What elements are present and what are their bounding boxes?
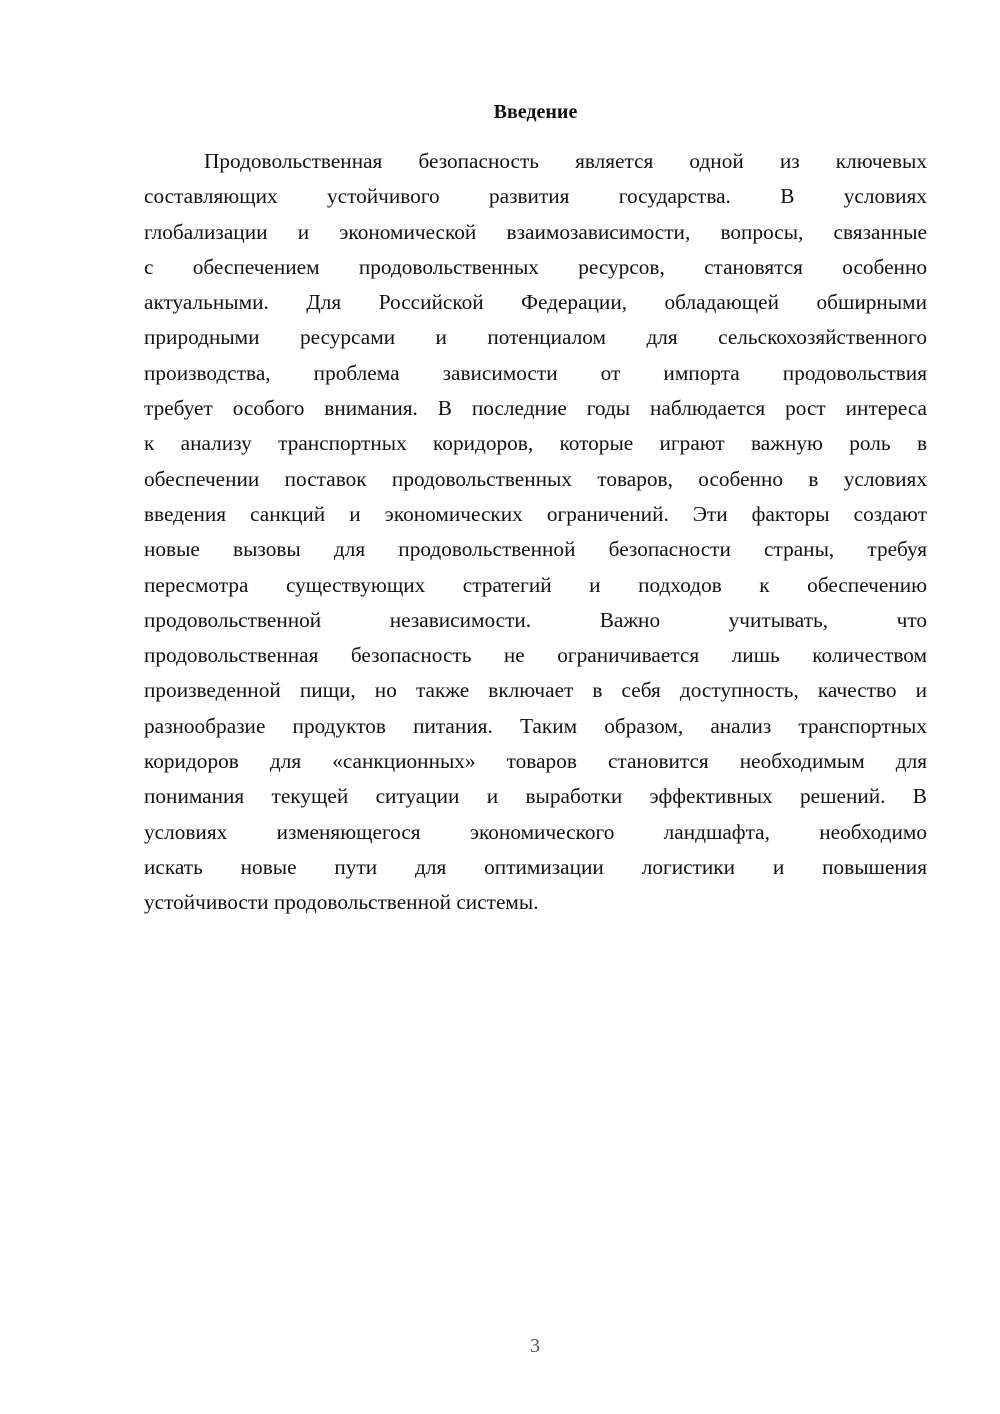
text-line: обеспечении поставок продовольственных товаров, особенно в условиях bbox=[144, 466, 927, 491]
text-line: понимания текущей ситуации и выработки эффективных решений. В bbox=[144, 784, 927, 809]
text-line: коридоров для «санкционных» товаров становится необходимым для bbox=[144, 749, 927, 774]
body-paragraph bbox=[144, 144, 927, 921]
text-line: пересмотра существующих стратегий и подходов к обеспечению bbox=[144, 572, 927, 597]
text-line: актуальными. Для Российской Федерации, обладающей обширными bbox=[144, 290, 927, 315]
page-title: Введение bbox=[493, 101, 578, 123]
text-line: новые вызовы для продовольственной безопасности страны, требуя bbox=[144, 537, 927, 562]
text-line: Продовольственная безопасность является одной из ключевых bbox=[204, 149, 927, 173]
text-line: с обеспечением продовольственных ресурсов, становятся особенно bbox=[144, 254, 927, 279]
text-line: к анализу транспортных коридоров, которые играют важную роль в bbox=[144, 431, 927, 456]
text-line: устойчивости продовольственной системы. bbox=[144, 890, 539, 915]
text-line: требует особого внимания. В последние годы наблюдается рост интереса bbox=[144, 396, 927, 421]
text-line: разнообразие продуктов питания. Таким образом, анализ транспортных bbox=[144, 713, 927, 738]
text-line: искать новые пути для оптимизации логистики и повышения bbox=[144, 854, 927, 879]
page-number: 3 bbox=[530, 1335, 540, 1357]
text-line: продовольственной независимости. Важно учитывать, что bbox=[144, 607, 927, 632]
text-line: составляющих устойчивого развития государства. В условиях bbox=[144, 184, 927, 209]
text-line: введения санкций и экономических ограничений. Эти факторы создают bbox=[144, 501, 927, 526]
text-line: производства, проблема зависимости от импорта продовольствия bbox=[144, 360, 927, 385]
text-line: произведенной пищи, но также включает в себя доступность, качество и bbox=[144, 678, 927, 703]
text-line: условиях изменяющегося экономического ландшафта, необходимо bbox=[144, 819, 927, 844]
text-line: природными ресурсами и потенциалом для сельскохозяйственного bbox=[144, 325, 927, 350]
text-line: глобализации и экономической взаимозависимости, вопросы, связанные bbox=[144, 219, 927, 244]
text-line: продовольственная безопасность не ограничивается лишь количеством bbox=[144, 643, 927, 668]
